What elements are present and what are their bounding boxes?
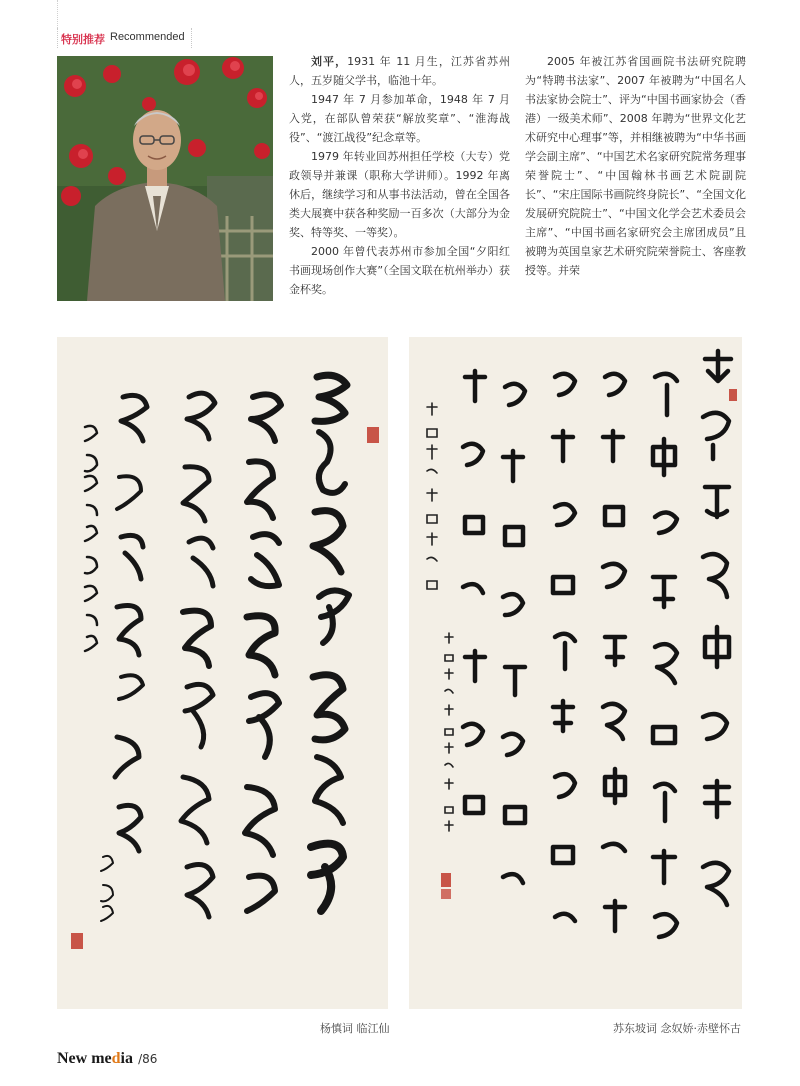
- portrait-photo: [57, 56, 273, 301]
- section-tag-cn: 特别推荐: [61, 33, 105, 46]
- calligraphy-artwork-left: [57, 337, 388, 1009]
- page-footer: [57, 1048, 157, 1068]
- bio-paragraph: 1979 年转业回苏州担任学校（大专）党政领导并兼课（职称大学讲师）。1992 年离休后，继续学习和从事书法活动，曾在全国各类大展赛中获各种奖励一百多次（大部分为金奖、特等奖、一等奖）。: [289, 150, 510, 239]
- section-header: [57, 28, 192, 48]
- bio-paragraph: 2005 年被江苏省国画院书法研究院聘为“特聘书法家”、2007 年被聘为“中国名人书法家协会院士”、评为“中国书画家协会（香港）一级美术师”、2008 年聘为“世界文化艺术研究中心理事”等，并相继被聘为“中华书画学会副主席”、“中国艺术名家研究院常务理事荣誉院士”、“中国翰林书画艺术院副院长”、“宋庄国际书画院终身院长”、“全国文化发展研究院院士”、“中国文化学会艺术委员会主席”、“中国书画名家研究会主席团成员”且被聘为英国皇家艺术研究院荣誉院士、客座教授等。并荣: [525, 55, 746, 277]
- bio-paragraph: 1947 年 7 月参加革命，1948 年 7 月入党，在部队曾荣获“解放奖章”、“淮海战役”、“渡江战役”纪念章等。: [289, 93, 510, 144]
- artwork-caption-right: 苏东坡词 念奴娇·赤壁怀古: [613, 1022, 741, 1035]
- seal-stamp: [71, 933, 83, 949]
- page-number: /86: [138, 1052, 158, 1066]
- seal-stamp: [367, 427, 379, 443]
- bio-column-2: [525, 52, 746, 280]
- section-tag-en: Recommended: [110, 31, 185, 43]
- magazine-logo: New media: [57, 1050, 133, 1067]
- bio-paragraph: 2000 年曾代表苏州市参加全国“夕阳红书画现场创作大赛”（全国文联在杭州举办）获金杯奖。: [289, 245, 510, 296]
- bio-paragraph: 刘平，1931 年 11 月生，江苏省苏州人，五岁随父学书，临池十年。: [289, 55, 511, 87]
- calligraphy-artwork-right: [409, 337, 742, 1009]
- bio-name: 刘平，: [311, 55, 348, 68]
- artwork-caption-left: 杨慎词 临江仙: [320, 1022, 390, 1035]
- bio-column-1: [289, 52, 510, 299]
